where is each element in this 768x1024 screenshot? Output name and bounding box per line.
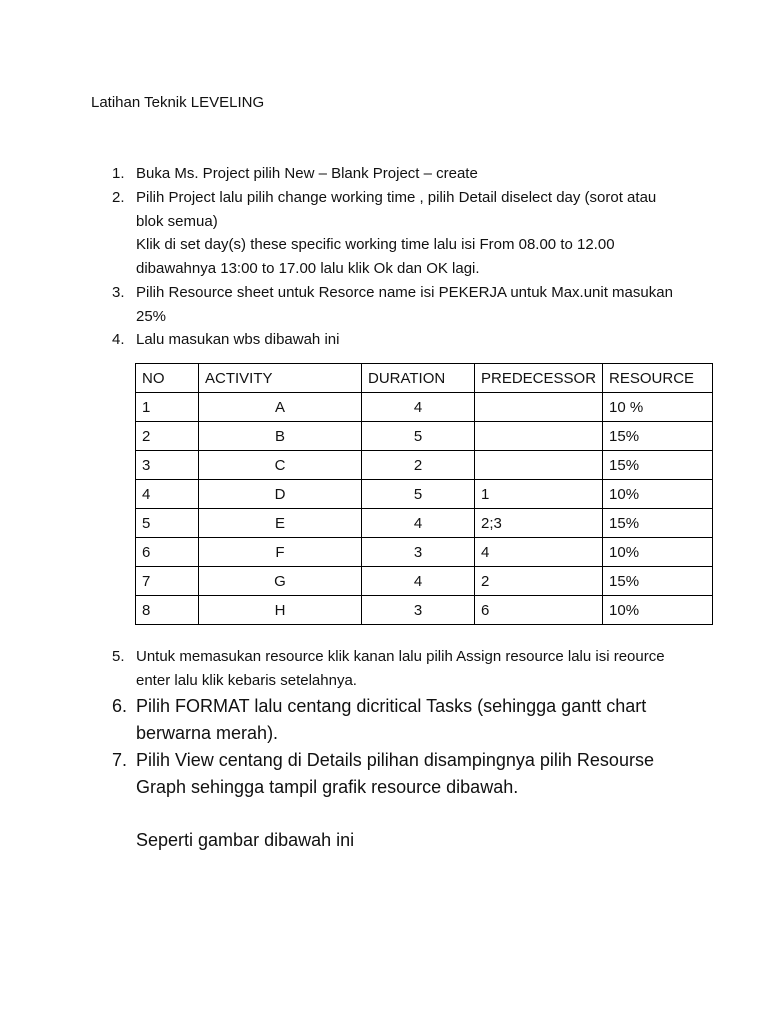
- cell-duration: 5: [362, 422, 475, 451]
- cell-duration: 3: [362, 538, 475, 567]
- table-row: [136, 538, 713, 567]
- cell-predecessor: 1: [475, 480, 603, 509]
- column-header-activity: ACTIVITY: [199, 364, 362, 393]
- list-number: 3.: [112, 284, 125, 301]
- cell-predecessor: 6: [475, 596, 603, 625]
- list-text: Pilih FORMAT lalu centang dicritical Tasks (sehingga gantt chart berwarna merah).: [136, 696, 647, 743]
- list-item: [112, 328, 682, 352]
- list-text: Pilih Resource sheet untuk Resorce name isi PEKERJA untuk Max.unit masukan 25%: [136, 284, 673, 325]
- column-header-predecessor: PREDECESSOR: [475, 364, 603, 393]
- cell-activity: F: [199, 538, 362, 567]
- list-text: Pilih Project lalu pilih change working time , pilih Detail diselect day (sorot atau blok semua): [136, 189, 657, 230]
- cell-resource: 15%: [603, 509, 713, 538]
- cell-activity: G: [199, 567, 362, 596]
- list-number: 6.: [112, 696, 128, 716]
- list-text-extra: Klik di set day(s) these specific working time lalu isi From 08.00 to 12.00 dibawahnya 13:00 to 17.00 lalu klik Ok dan OK lagi.: [136, 236, 615, 277]
- list-text: Untuk memasukan resource klik kanan lalu pilih Assign resource lalu isi reource enter lalu klik kebaris setelahnya.: [136, 648, 665, 689]
- table-row: [136, 567, 713, 596]
- cell-activity: A: [199, 393, 362, 422]
- cell-predecessor: [475, 393, 603, 422]
- cell-resource: 10%: [603, 480, 713, 509]
- list-number: 1.: [112, 165, 125, 182]
- cell-duration: 3: [362, 596, 475, 625]
- cell-no: 2: [136, 422, 199, 451]
- list-item: [112, 747, 692, 801]
- cell-activity: D: [199, 480, 362, 509]
- cell-resource: 10%: [603, 538, 713, 567]
- closing-note: Seperti gambar dibawah ini: [136, 830, 355, 850]
- column-header-duration: DURATION: [362, 364, 475, 393]
- list-number: 4.: [112, 331, 125, 348]
- cell-resource: 15%: [603, 422, 713, 451]
- cell-activity: E: [199, 509, 362, 538]
- column-header-resource: RESOURCE: [603, 364, 713, 393]
- list-item: [112, 281, 682, 328]
- cell-predecessor: 2: [475, 567, 603, 596]
- cell-no: 6: [136, 538, 199, 567]
- cell-activity: H: [199, 596, 362, 625]
- list-text: Pilih View centang di Details pilihan disampingnya pilih Resourse Graph sehingga tampil grafik resource dibawah.: [136, 750, 654, 797]
- table-row: [136, 422, 713, 451]
- table-row: [136, 393, 713, 422]
- cell-resource: 10 %: [603, 393, 713, 422]
- cell-no: 4: [136, 480, 199, 509]
- cell-duration: 2: [362, 451, 475, 480]
- wbs-table: [135, 363, 713, 625]
- cell-no: 3: [136, 451, 199, 480]
- list-item: [112, 186, 682, 280]
- cell-predecessor: [475, 451, 603, 480]
- list-item: [112, 693, 692, 747]
- cell-resource: 15%: [603, 451, 713, 480]
- list-number: 2.: [112, 189, 125, 206]
- cell-resource: 15%: [603, 567, 713, 596]
- cell-activity: B: [199, 422, 362, 451]
- cell-predecessor: 4: [475, 538, 603, 567]
- document-title: Latihan Teknik LEVELING: [91, 94, 265, 111]
- cell-no: 1: [136, 393, 199, 422]
- cell-no: 7: [136, 567, 199, 596]
- cell-activity: C: [199, 451, 362, 480]
- cell-no: 8: [136, 596, 199, 625]
- cell-resource: 10%: [603, 596, 713, 625]
- table-row: [136, 451, 713, 480]
- cell-duration: 4: [362, 509, 475, 538]
- table-header-row: [136, 364, 713, 393]
- list-number: 7.: [112, 750, 128, 770]
- cell-duration: 4: [362, 567, 475, 596]
- list-number: 5.: [112, 648, 125, 665]
- table-row: [136, 596, 713, 625]
- cell-predecessor: 2;3: [475, 509, 603, 538]
- table-row: [136, 509, 713, 538]
- cell-duration: 4: [362, 393, 475, 422]
- table-row: [136, 480, 713, 509]
- list-text: Lalu masukan wbs dibawah ini: [136, 331, 340, 348]
- column-header-no: NO: [136, 364, 199, 393]
- cell-no: 5: [136, 509, 199, 538]
- cell-duration: 5: [362, 480, 475, 509]
- cell-predecessor: [475, 422, 603, 451]
- list-item: [112, 645, 682, 692]
- list-text: Buka Ms. Project pilih New – Blank Project – create: [136, 165, 478, 182]
- list-item: [112, 162, 682, 186]
